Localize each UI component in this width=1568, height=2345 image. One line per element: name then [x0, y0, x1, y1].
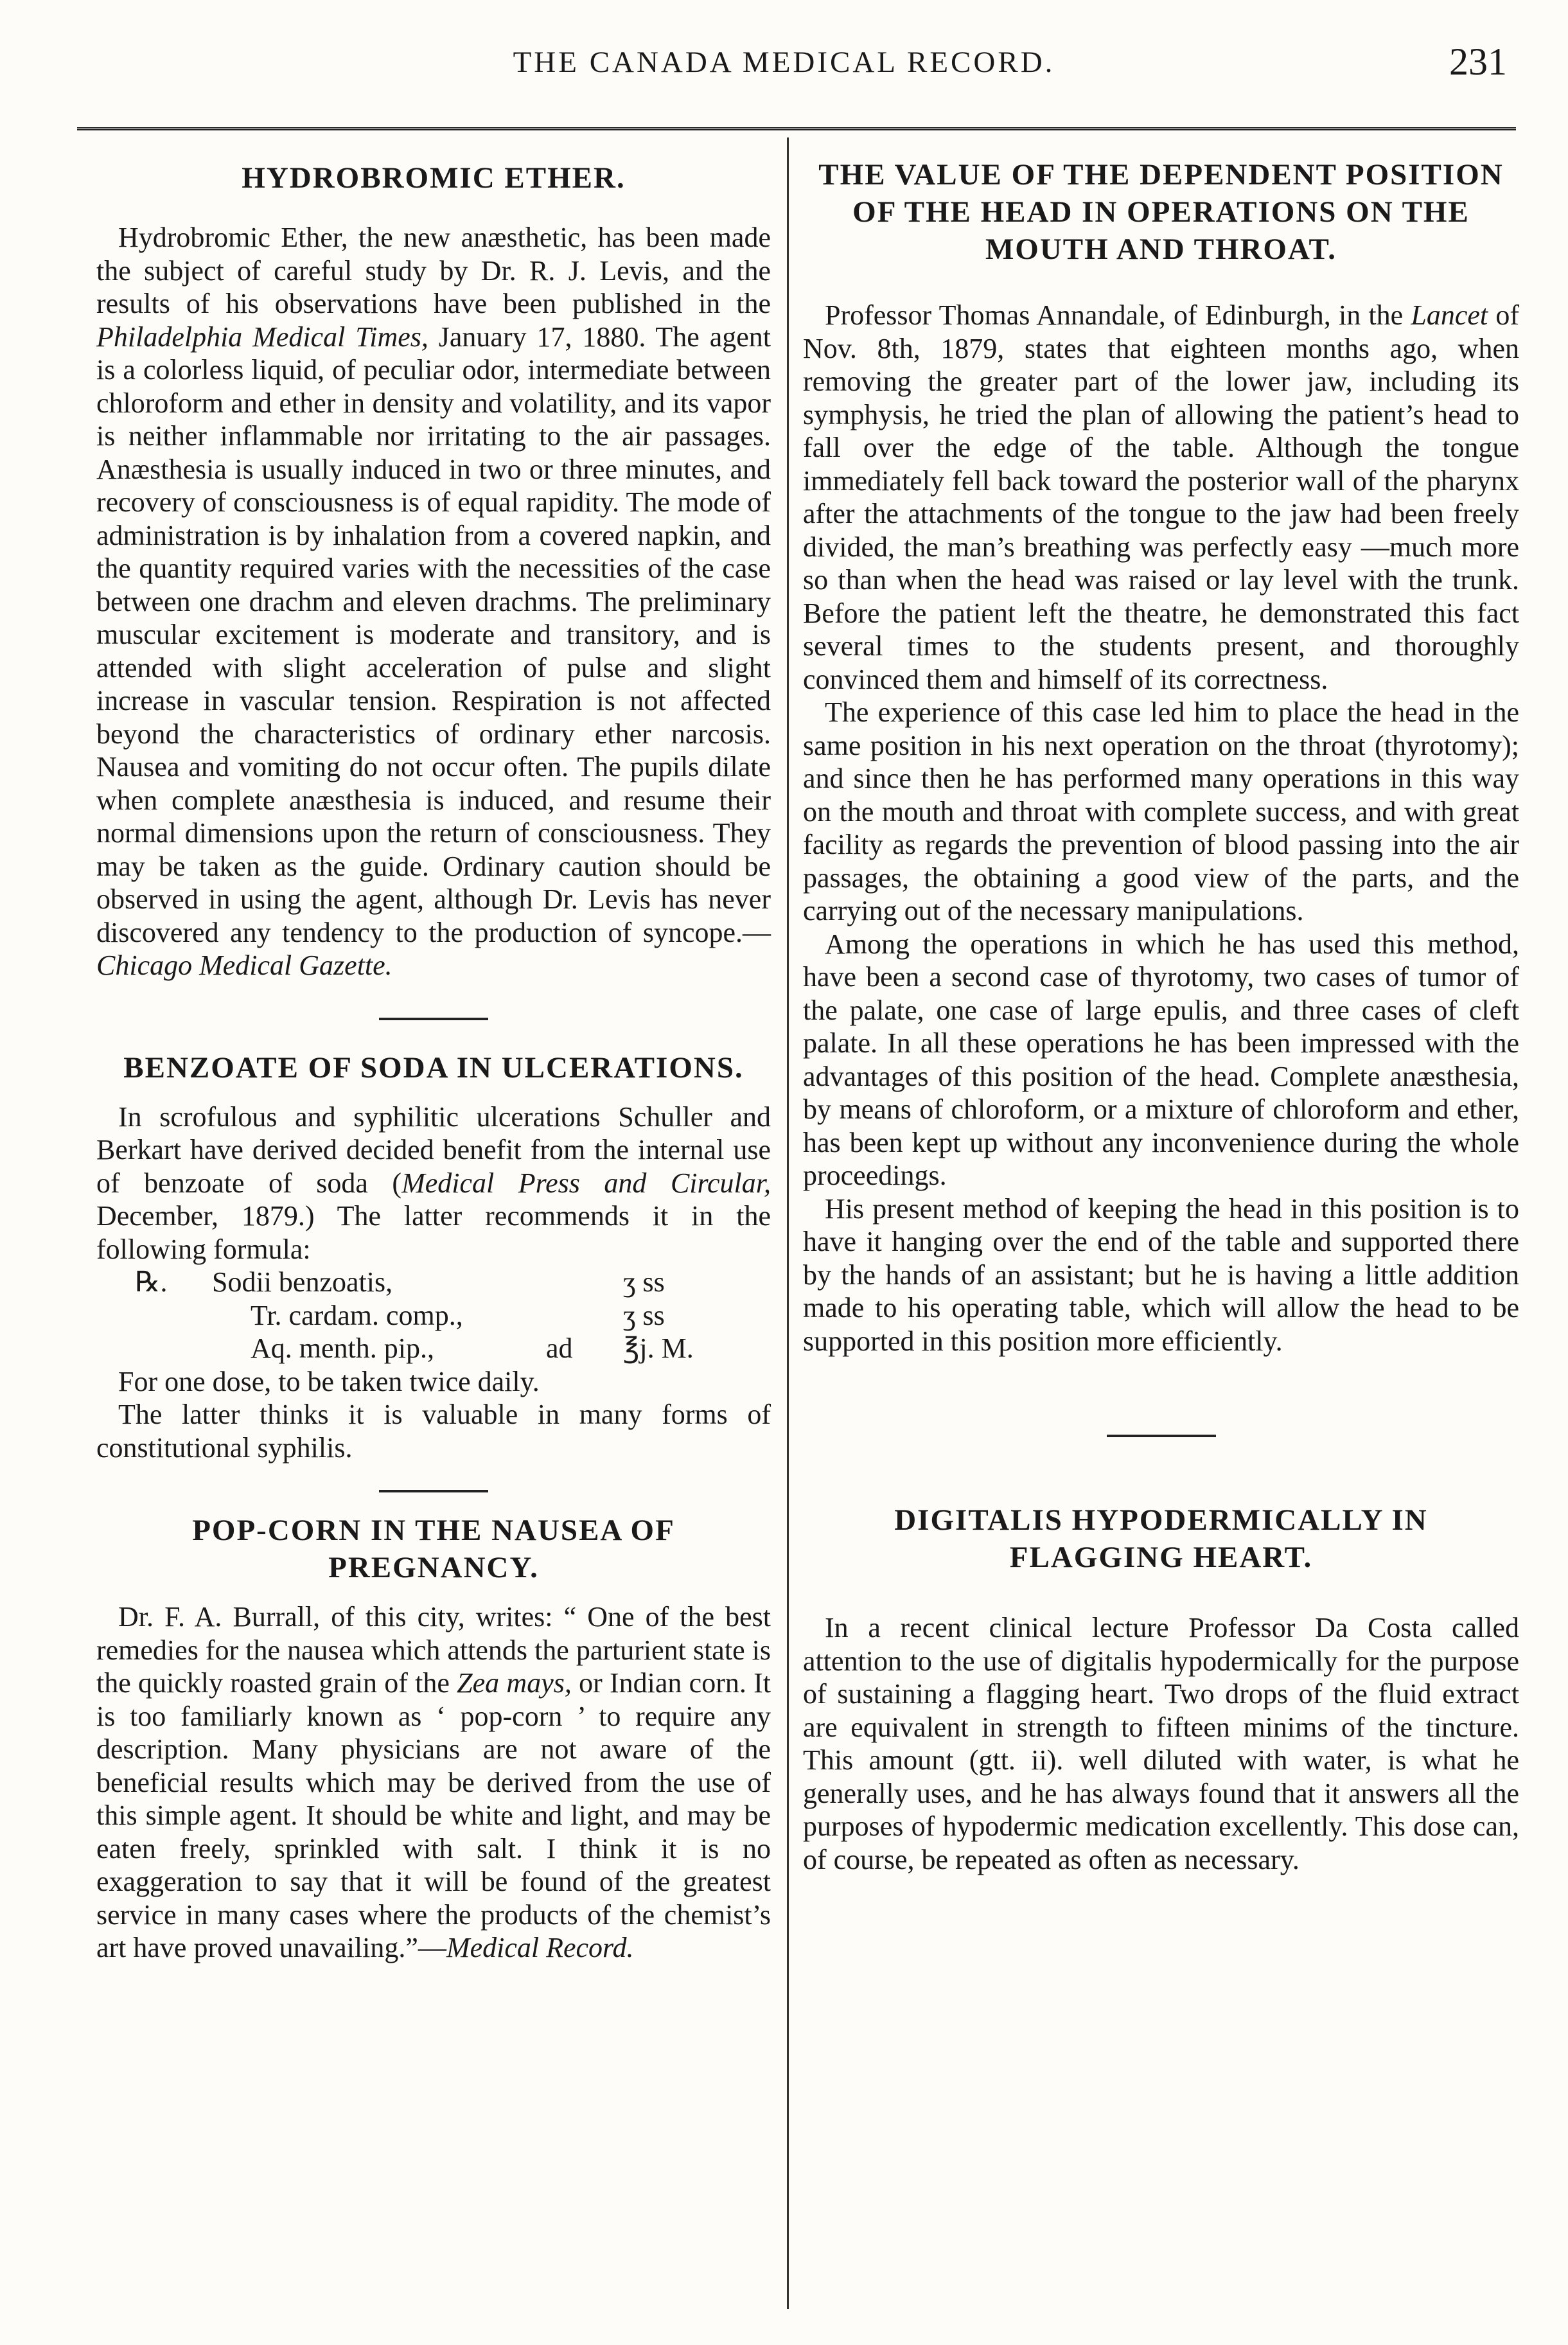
ad-word: ad: [546, 1332, 573, 1364]
ingredient: Tr. cardam. comp.,: [251, 1299, 463, 1331]
source-title: Lancet: [1411, 299, 1488, 331]
article-paragraph: [96, 1600, 771, 1965]
article-heading: BENZOATE OF SODA IN ULCERATIONS.: [123, 1050, 744, 1084]
section-separator: [379, 1018, 488, 1020]
article-paragraph: [96, 1101, 771, 1266]
species-name: Zea mays,: [457, 1667, 572, 1699]
article-paragraph: [96, 221, 771, 982]
article-paragraph: For one dose, to be taken twice daily.: [118, 1365, 540, 1397]
section-separator: [379, 1490, 488, 1492]
article-heading: DIGITALIS HYPODERMICALLY IN FLAGGING HEART.: [894, 1503, 1428, 1574]
article-paragraph: [803, 299, 1519, 696]
article-paragraph: His present method of keeping the head in this position is to have it hanging over the end of the table and supported there by the hands of an assistant; but he is having a little addition made to his operating table, which will allow the head to be supported in this position more efficiently.: [803, 1192, 1519, 1357]
amount: ʒ ss: [623, 1266, 665, 1298]
recipe-symbol: [96, 1332, 212, 1365]
ad-word: [546, 1299, 623, 1332]
running-head: [0, 40, 1568, 96]
article-paragraph: The experience of this case led him to place the head in the same position in his next operation on the throat (thyrotomy); and since then he has performed many operations in this way on the mouth and throat with complete success, and with great facility as regards the prevention of blood passing into the air passages, the obtaining a good view of the parts, and the carrying out of the necessary manipulations.: [803, 696, 1519, 926]
article-hydrobromic-ether: [96, 159, 771, 982]
article-paragraph: In a recent clinical lecture Professor Da Costa called attention to the use of digitalis hypodermically for the purpose of sustaining a flagging heart. Two drops of the fluid extract are equivalent in strength to fifteen minims of the tincture. This amount (gtt. ii). well diluted with water, is what he generally uses, and he has always found that it answers all the purposes of hypodermic medication excellently. This dose can, of course, be repeated as often as necessary.: [803, 1612, 1519, 1875]
left-column: [96, 146, 771, 1965]
article-benzoate-of-soda: [96, 1049, 771, 1465]
text-run: January 17, 1880. The agent is a colorless liquid, of peculiar odor, intermediate between chloroform and ether in density and volatility, and its vapor is neither inflammable nor irritating to the air passages. Anæsthesia is usually induced in two or three minutes, and recovery of consciousness is of equal rapidity. The mode of administration is by inhalation from a covered napkin, and the quantity required varies with the necessities of the case between one drachm and eleven drachms. The preliminary muscular excitement is moderate and transitory, and is attended with slight acceleration of pulse and slight increase in vascular tension. Respiration is not affected beyond the characteristics of ordinary ether narcosis. Nausea and vomiting do not occur often. The pupils dilate when complete anæsthesia is induced, and resume their normal dimensions upon the return of consciousness. They may be taken as the guide. Ordinary caution should be observed in using the agent, although Dr. Levis has never discovered any tendency to the production of syncope.—: [96, 321, 771, 948]
prescription: [96, 1266, 771, 1365]
ad-word: [546, 1266, 623, 1299]
text-run: Dr. F. A. Burrall, of this city, writes: “ One of the best remedies for the nausea which attends the parturient state is the quickly roasted grain of the: [96, 1601, 771, 1699]
source-title: Medical Press and Circular,: [401, 1167, 771, 1199]
text-run: or Indian corn. It is too familiarly known as ‘ pop-corn ’ to require any description. Many physicians are not aware of the beneficial results which may be derived from the use of this simple agent. It should be white and light, and may be eaten freely, sprinkled with salt. I think it is no exaggeration to say that it will be found of the greatest service in many cases where the products of the chemist’s art have proved unavailing.”—: [96, 1667, 771, 1963]
recipe-symbol: ℞.: [135, 1266, 168, 1298]
article-heading: POP-CORN IN THE NAUSEA OF PREGNANCY.: [192, 1514, 675, 1584]
page-number: 231: [1449, 40, 1507, 83]
ingredient: Aq. menth. pip.,: [251, 1332, 434, 1364]
article-dependent-position: [803, 156, 1519, 1358]
prescription-line: [96, 1266, 771, 1299]
text-run: Hydrobromic Ether, the new anæsthetic, has been made the subject of careful study by Dr. R. J. Levis, and the results of his observations have been published in the: [96, 222, 771, 319]
section-separator: [1107, 1435, 1216, 1437]
source-title: Philadelphia Medical Times,: [96, 321, 428, 353]
prescription-line: [96, 1332, 771, 1365]
text-run: Professor Thomas Annandale, of Edinburgh, in the: [825, 299, 1411, 331]
amount: ʒ ss: [623, 1299, 665, 1331]
article-digitalis: [803, 1501, 1519, 1876]
ingredient: Sodii benzoatis,: [212, 1266, 393, 1298]
amount: ℥j. M.: [623, 1332, 694, 1364]
citation: Chicago Medical Gazette.: [96, 950, 392, 981]
right-column: [803, 146, 1519, 1876]
text-run: December, 1879.) The latter recommends it in the following formula:: [96, 1200, 771, 1265]
article-paragraph: The latter thinks it is valuable in many forms of constitutional syphilis.: [96, 1399, 771, 1464]
citation: Medical Record.: [446, 1932, 634, 1963]
article-pop-corn: [96, 1512, 771, 1965]
text-run: In scrofulous and syphilitic ulcerations Schuller and Berkart have derived decided benefit from the internal use of benzoate of soda (: [96, 1101, 771, 1199]
article-paragraph: Among the operations in which he has used this method, have been a second case of thyrotomy, two cases of tumor of the palate, one case of large epulis, and three cases of cleft palate. In all these operations he has been impressed with the advantages of this position of the head. Complete anæsthesia, by means of chloroform, or a mixture of chloroform and ether, has been kept up without any inconvenience during the whole proceedings.: [803, 928, 1519, 1191]
recipe-symbol: [96, 1299, 212, 1332]
header-double-rule: [77, 127, 1516, 130]
journal-title: THE CANADA MEDICAL RECORD.: [513, 46, 1055, 79]
article-heading: THE VALUE OF THE DEPENDENT POSITION OF THE HEAD IN OPERATIONS ON THE MOUTH AND THROAT.: [818, 158, 1504, 266]
article-heading: HYDROBROMIC ETHER.: [242, 161, 626, 195]
text-run: of Nov. 8th, 1879, states that eighteen months ago, when removing the greater part of the lower jaw, including its symphysis, he tried the plan of allowing the patient’s head to fall over the edge of the table. Although the tongue immediately fell back toward the posterior wall of the pharynx after the attachments of the tongue to the jaw had been freely divided, the man’s breathing was perfectly easy —much more so than when the head was raised or lay level with the trunk. Before the patient left the theatre, he demonstrated this fact several times to the students present, and thoroughly convinced them and himself of its correctness.: [803, 299, 1519, 695]
prescription-line: [96, 1299, 771, 1332]
column-divider: [787, 137, 789, 2309]
